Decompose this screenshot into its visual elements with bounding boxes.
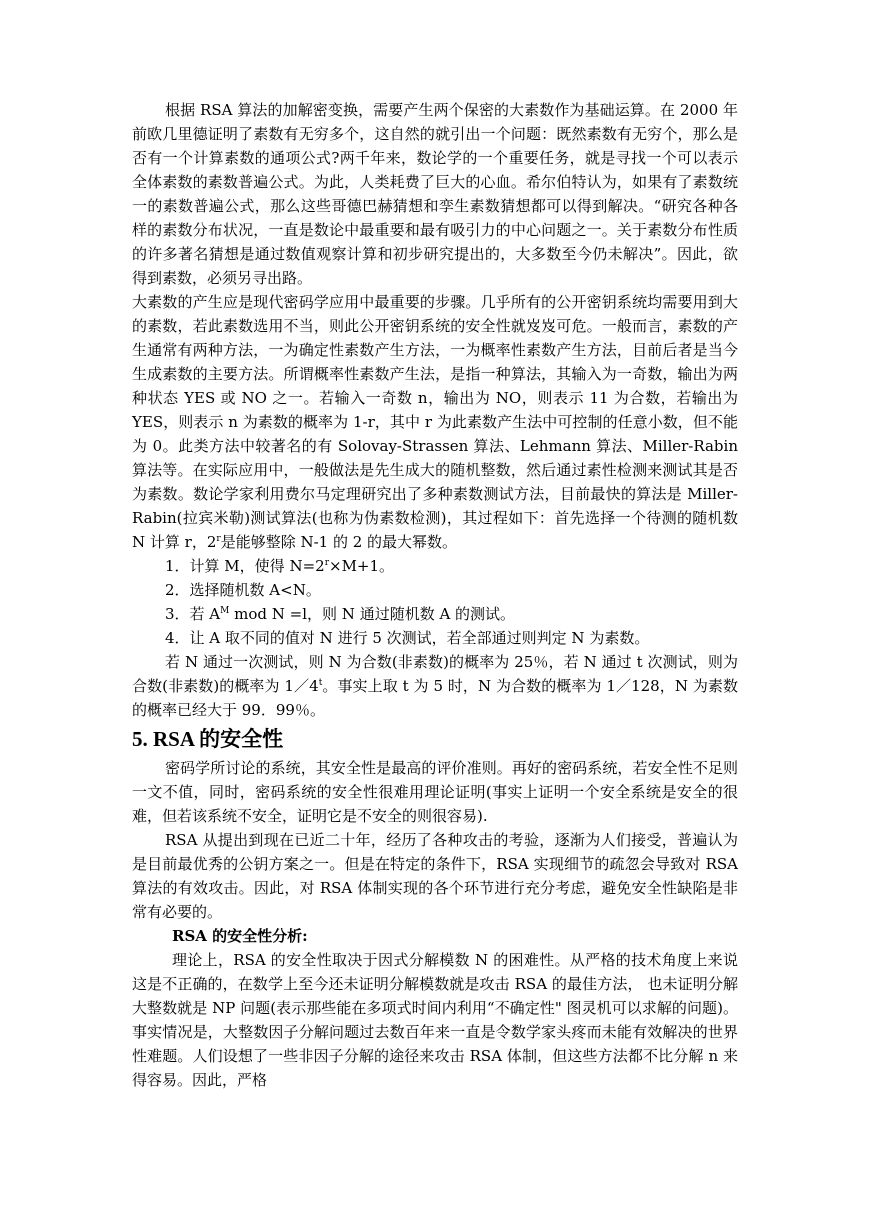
paragraph-rsa-history: RSA 从提出到现在已近二十年，经历了各种攻击的考验，逐渐为人们接受，普遍认为是目前最优秀的公钥方案之一。但是在特定的条件下，RSA 实现细节的疏忽会导致对 RSA 算法的有效攻击。因此，对 RSA 体制实现的各个环节进行充分考虑，避免安全性缺陷是非常有必要的。: [132, 831, 738, 921]
paragraph-text-end: 。事实上取 t 为 5 时，N 为合数的概率为 1／128，N 为素数的概率已经大于 99．99％。: [132, 677, 739, 719]
subheading-security-analysis: RSA 的安全性分析:: [172, 927, 308, 945]
superscript-r: r: [324, 558, 329, 568]
section-heading-rsa-security: 5. RSA 的安全性: [132, 727, 284, 751]
step-1-text: 1．计算 M，使得 N=2: [165, 557, 325, 575]
step-1-text-end: ×M+1。: [329, 557, 395, 575]
step-1: [132, 554, 738, 578]
paragraph-factoring-difficulty: 理论上，RSA 的安全性取决于因式分解模数 N 的困难性。从严格的技术角度上来说这是不正确的，在数学上至今还未证明分解模数就是攻击 RSA 的最佳方法， 也未证明分解大整数就是 NP 问题(表示那些能在多项式时间内利用“不确定性" 图灵机可以求解的问题)。事实情况是，大整数因子分解问题过去数百年来一直是令数学家头疼而未能有效解决的世界性难题。人们设想了一些非因子分解的途径来攻击 RSA 体制，但这些方法都不比分解 n 来得容易。因此，严格: [132, 951, 738, 1089]
step-4: 4．让 A 取不同的值对 N 进行 5 次测试，若全部通过则判定 N 为素数。: [165, 629, 650, 647]
document-page: [132, 98, 738, 1092]
step-3: [132, 602, 738, 626]
superscript-r: r: [216, 534, 221, 544]
paragraph-prime-background: 根据 RSA 算法的加解密变换，需要产生两个保密的大素数作为基础运算。在 2000 年前欧几里德证明了素数有无穷多个，这自然的就引出一个问题：既然素数有无穷个，那么是否有一个计算素数的通项公式?两千年来，数论学的一个重要任务，就是寻找一个可以表示全体素数的素数普遍公式。为此，人类耗费了巨大的心血。希尔伯特认为，如果有了素数统一的素数普遍公式，那么这些哥德巴赫猜想和孪生素数猜想都可以得到解决。“研究各种各样的素数分布状况，一直是数论中最重要和最有吸引力的中心问题之一。关于素数分布性质的许多著名猜想是通过数值观察计算和初步研究提出的，大多数至今仍未解决”。因此，欲得到素数，必须另寻出路。: [132, 101, 738, 287]
paragraph-text: 若 N 通过一次测试，则 N 为合数(非素数)的概率为 25％，若 N 通过 t 次测试，则为合数(非素数)的概率为 1／4: [132, 653, 738, 695]
superscript-t: t: [318, 678, 323, 688]
paragraph-text-end: 是能够整除 N-1 的 2 的最大幂数。: [220, 533, 458, 551]
paragraph-security-criteria: 密码学所讨论的系统，其安全性是最高的评价准则。再好的密码系统，若安全性不足则一文不值，同时，密码系统的安全性很难用理论证明(事实上证明一个安全系统是安全的很难，但若该系统不安全，证明它是不安全的则很容易).: [132, 759, 738, 825]
step-3-text-end: mod N =l，则 N 通过随机数 A 的测试。: [229, 605, 516, 623]
step-2: 2．选择随机数 A<N。: [165, 581, 321, 599]
paragraph-text: 大素数的产生应是现代密码学应用中最重要的步骤。几乎所有的公开密钥系统均需要用到大的素数，若此素数选用不当，则此公开密钥系统的安全性就岌岌可危。一般而言，素数的产生通常有两种方法，一为确定性素数产生方法，一为概率性素数产生方法，目前后者是当今生成素数的主要方法。所谓概率性素数产生法，是指一种算法，其输入为一奇数，输出为两种状态 YES 或 NO 之一。若输入一奇数 n，输出为 NO，则表示 11 为合数，若输出为 YES，则表示 n 为素数的概率为 1-r，其中 r 为此素数产生法中可控制的任意小数，但不能为 0。此类方法中较著名的有 Solovay-Strassen 算法、Lehmann 算法、Miller-Rabin 算法等。在实际应用中，一般做法是先生成大的随机整数，然后通过素性检测来测试其是否为素数。数论学家利用费尔马定理研究出了多种素数测试方法，目前最快的算法是 Miller-Rabin(拉宾米勒)测试算法(也称为伪素数检测)，其过程如下：首先选择一个待测的随机数 N 计算 r，2: [132, 293, 738, 551]
step-3-text: 3．若 A: [165, 605, 221, 623]
superscript-m: M: [220, 606, 230, 616]
paragraph-large-prime-generation: [132, 290, 738, 554]
paragraph-test-probability: [132, 650, 738, 722]
